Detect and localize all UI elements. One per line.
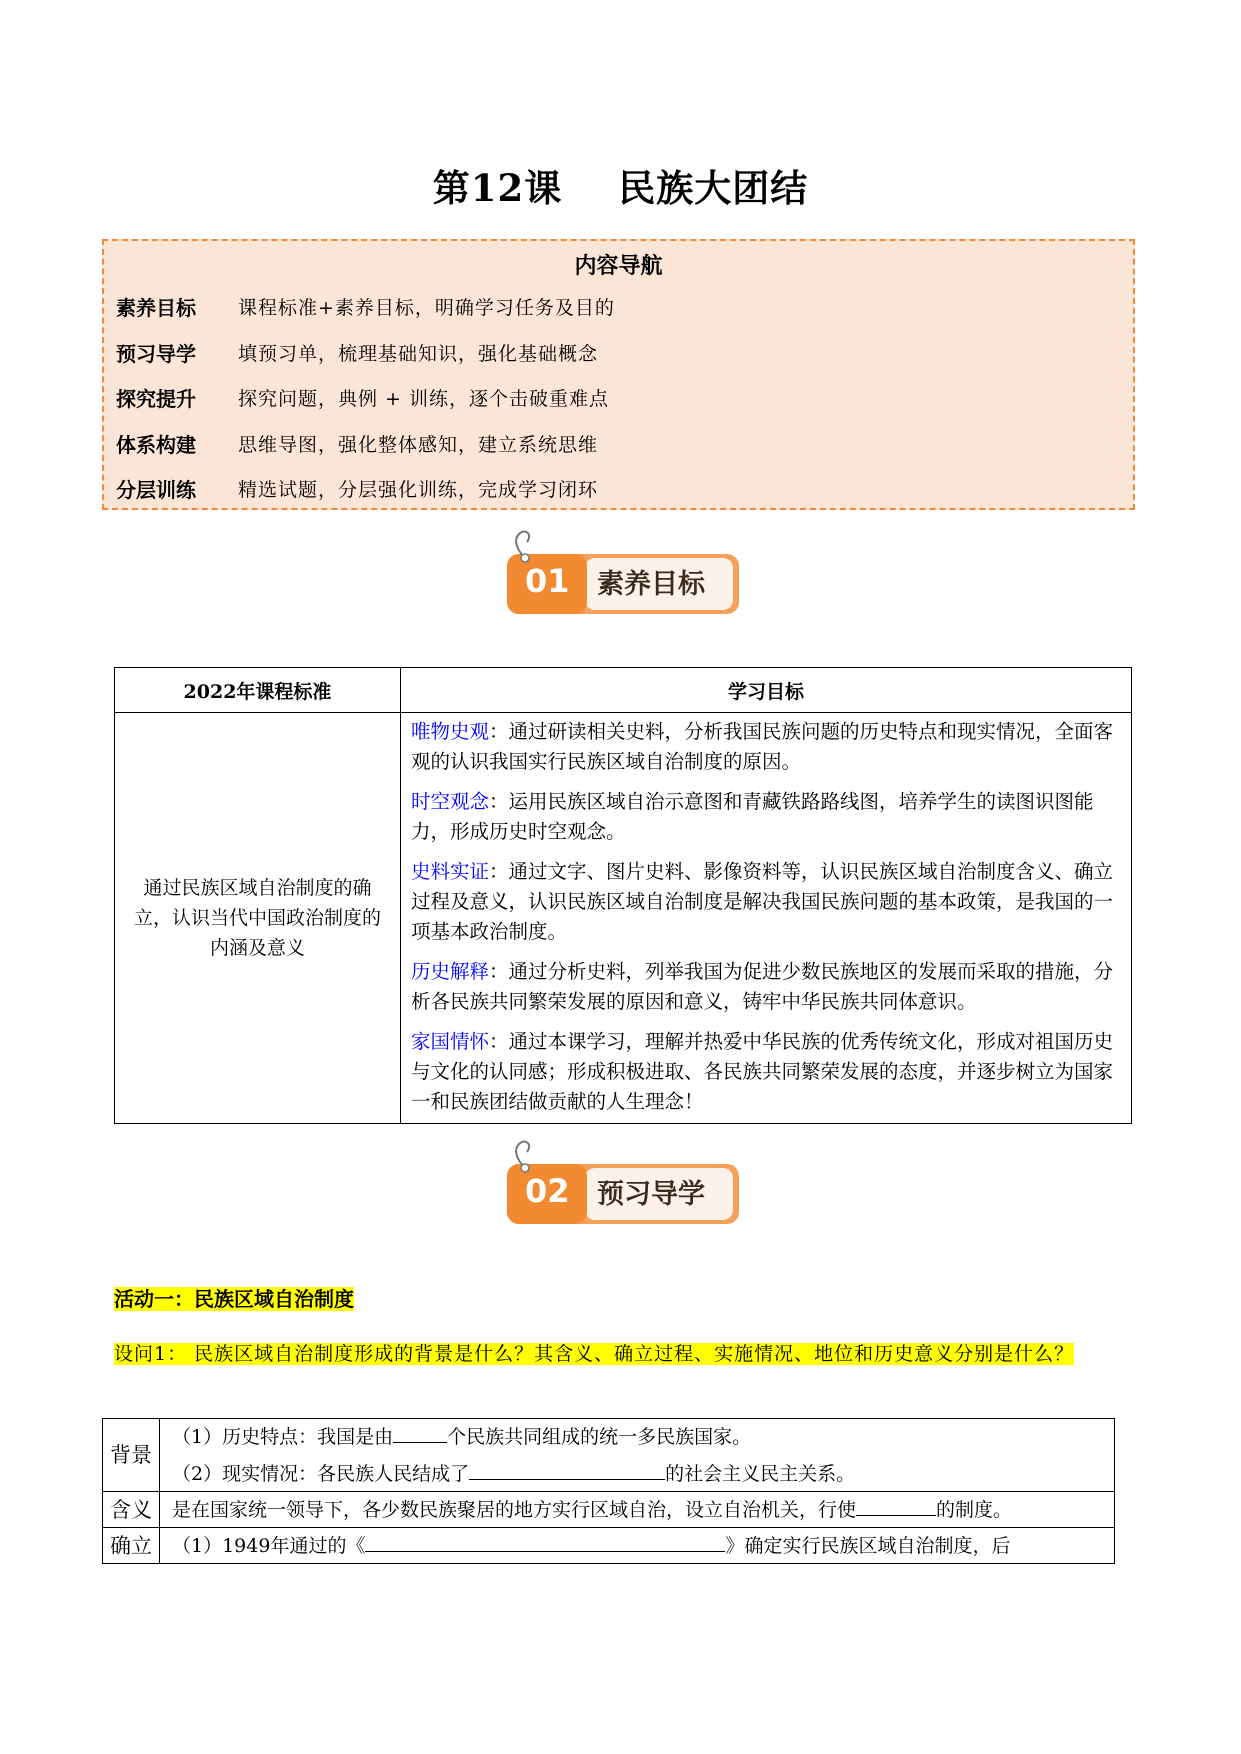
- goal-text: ：通过本课学习，理解并热爱中华民族的优秀传统文化，形成对祖国历史与文化的认同感；形成积极进取、各民族共同繁荣发展的态度，并逐步树立为国家一和民族团结做贡献的人生理念！: [411, 1030, 1114, 1113]
- goal-item: [411, 957, 1121, 1017]
- activity-title: [114, 1283, 354, 1312]
- row-label-establishment: 确立: [103, 1528, 160, 1564]
- background-line-1: [172, 1422, 1102, 1451]
- text-segment: （1）1949年通过的《: [172, 1535, 366, 1557]
- nav-row: [116, 382, 609, 412]
- nav-key: 素养目标: [116, 295, 196, 320]
- learning-goals: [401, 713, 1132, 1124]
- lesson-name: 民族大团结: [618, 166, 809, 210]
- objectives-table: [114, 667, 1132, 1124]
- nav-value: 探究问题，典例 + 训练，逐个击破重难点: [238, 387, 610, 410]
- text-segment: 的制度。: [936, 1499, 1013, 1521]
- section-badge-01: [503, 528, 743, 618]
- nav-key: 探究提升: [116, 386, 196, 411]
- nav-value: 课程标准+素养目标，明确学习任务及目的: [238, 296, 615, 319]
- meaning-cell: [160, 1492, 1115, 1528]
- table-row: [103, 1419, 1115, 1492]
- page-title: [0, 158, 1241, 212]
- nav-key: 分层训练: [116, 477, 196, 502]
- nav-key: 体系构建: [116, 432, 196, 457]
- badge-number: 01: [525, 562, 570, 600]
- establishment-cell: [160, 1528, 1115, 1564]
- table-row: [103, 1492, 1115, 1528]
- text-segment: 个民族共同组成的统一多民族国家。: [447, 1426, 752, 1448]
- table-row: [103, 1528, 1115, 1564]
- fill-blank[interactable]: [856, 1495, 936, 1516]
- column-header-standard: 2022年课程标准: [115, 668, 401, 713]
- curriculum-standard: 通过民族区域自治制度的确立，认识当代中国政治制度的内涵及意义: [115, 713, 401, 1124]
- preview-worksheet-table: [102, 1418, 1115, 1564]
- question-1-text: 设问1： 民族区域自治制度形成的背景是什么？其含义、确立过程、实施情况、地位和历史意义分别是什么？: [114, 1343, 1075, 1365]
- fill-blank[interactable]: [365, 1531, 725, 1552]
- column-header-goals: 学习目标: [401, 668, 1132, 713]
- background-line-2: [172, 1459, 1102, 1488]
- nav-row: [116, 473, 598, 503]
- nav-value: 精选试题，分层强化训练，完成学习闭环: [238, 478, 599, 501]
- goal-key: 历史解释: [411, 960, 490, 983]
- badge-number: 02: [525, 1172, 570, 1210]
- row-label-background: 背景: [103, 1419, 160, 1492]
- nav-row: [116, 291, 615, 321]
- fill-blank[interactable]: [393, 1422, 447, 1443]
- nav-row: [116, 428, 598, 458]
- nav-value: 填预习单，梳理基础知识，强化基础概念: [238, 342, 599, 365]
- nav-heading: 内容导航: [574, 253, 663, 279]
- goal-item: [411, 857, 1121, 947]
- content-navigation-box: [102, 239, 1135, 510]
- goal-item: [411, 787, 1121, 847]
- badge-label: 素养目标: [597, 569, 705, 600]
- table-header-row: [115, 668, 1132, 713]
- nav-row: [116, 337, 598, 367]
- text-segment: 》确定实行民族区域自治制度，后: [725, 1535, 1011, 1557]
- text-segment: （1）历史特点：我国是由: [172, 1426, 394, 1448]
- goal-key: 唯物史观: [411, 720, 490, 743]
- goal-text: ：运用民族区域自治示意图和青藏铁路路线图，培养学生的读图识图能力，形成历史时空观念。: [411, 790, 1094, 843]
- row-label-meaning: 含义: [103, 1492, 160, 1528]
- text-segment: （2）现实情况：各民族人民结成了: [172, 1463, 470, 1485]
- badge-label: 预习导学: [597, 1179, 705, 1210]
- goal-text: ：通过文字、图片史料、影像资料等，认识民族区域自治制度含义、确立过程及意义，认识民族区域自治制度是解决我国民族问题的基本政策，是我国的一项基本政治制度。: [411, 860, 1114, 943]
- text-segment: 的社会主义民主关系。: [665, 1463, 856, 1485]
- goal-item: [411, 1027, 1121, 1117]
- goal-text: ：通过研读相关史料，分析我国民族问题的历史特点和现实情况，全面客观的认识我国实行民族区域自治制度的原因。: [411, 720, 1114, 773]
- text-segment: 是在国家统一领导下，各少数民族聚居的地方实行区域自治，设立自治机关，行使: [172, 1499, 857, 1521]
- activity-title-text: 活动一：民族区域自治制度: [114, 1287, 354, 1311]
- table-row: [115, 713, 1132, 1124]
- goal-key: 史料实证: [411, 860, 490, 883]
- background-cell: [160, 1419, 1115, 1492]
- nav-key: 预习导学: [116, 341, 196, 366]
- section-badge-02: [503, 1138, 743, 1228]
- goal-text: ：通过分析史料，列举我国为促进少数民族地区的发展而采取的措施，分析各民族共同繁荣发展的原因和意义，铸牢中华民族共同体意识。: [411, 960, 1114, 1013]
- question-1: [114, 1327, 1129, 1381]
- lesson-number: 第12课: [432, 166, 563, 210]
- goal-key: 家国情怀: [411, 1030, 490, 1053]
- goal-key: 时空观念: [411, 790, 490, 813]
- goal-item: [411, 717, 1121, 777]
- fill-blank[interactable]: [469, 1459, 665, 1480]
- nav-value: 思维导图，强化整体感知，建立系统思维: [238, 433, 599, 456]
